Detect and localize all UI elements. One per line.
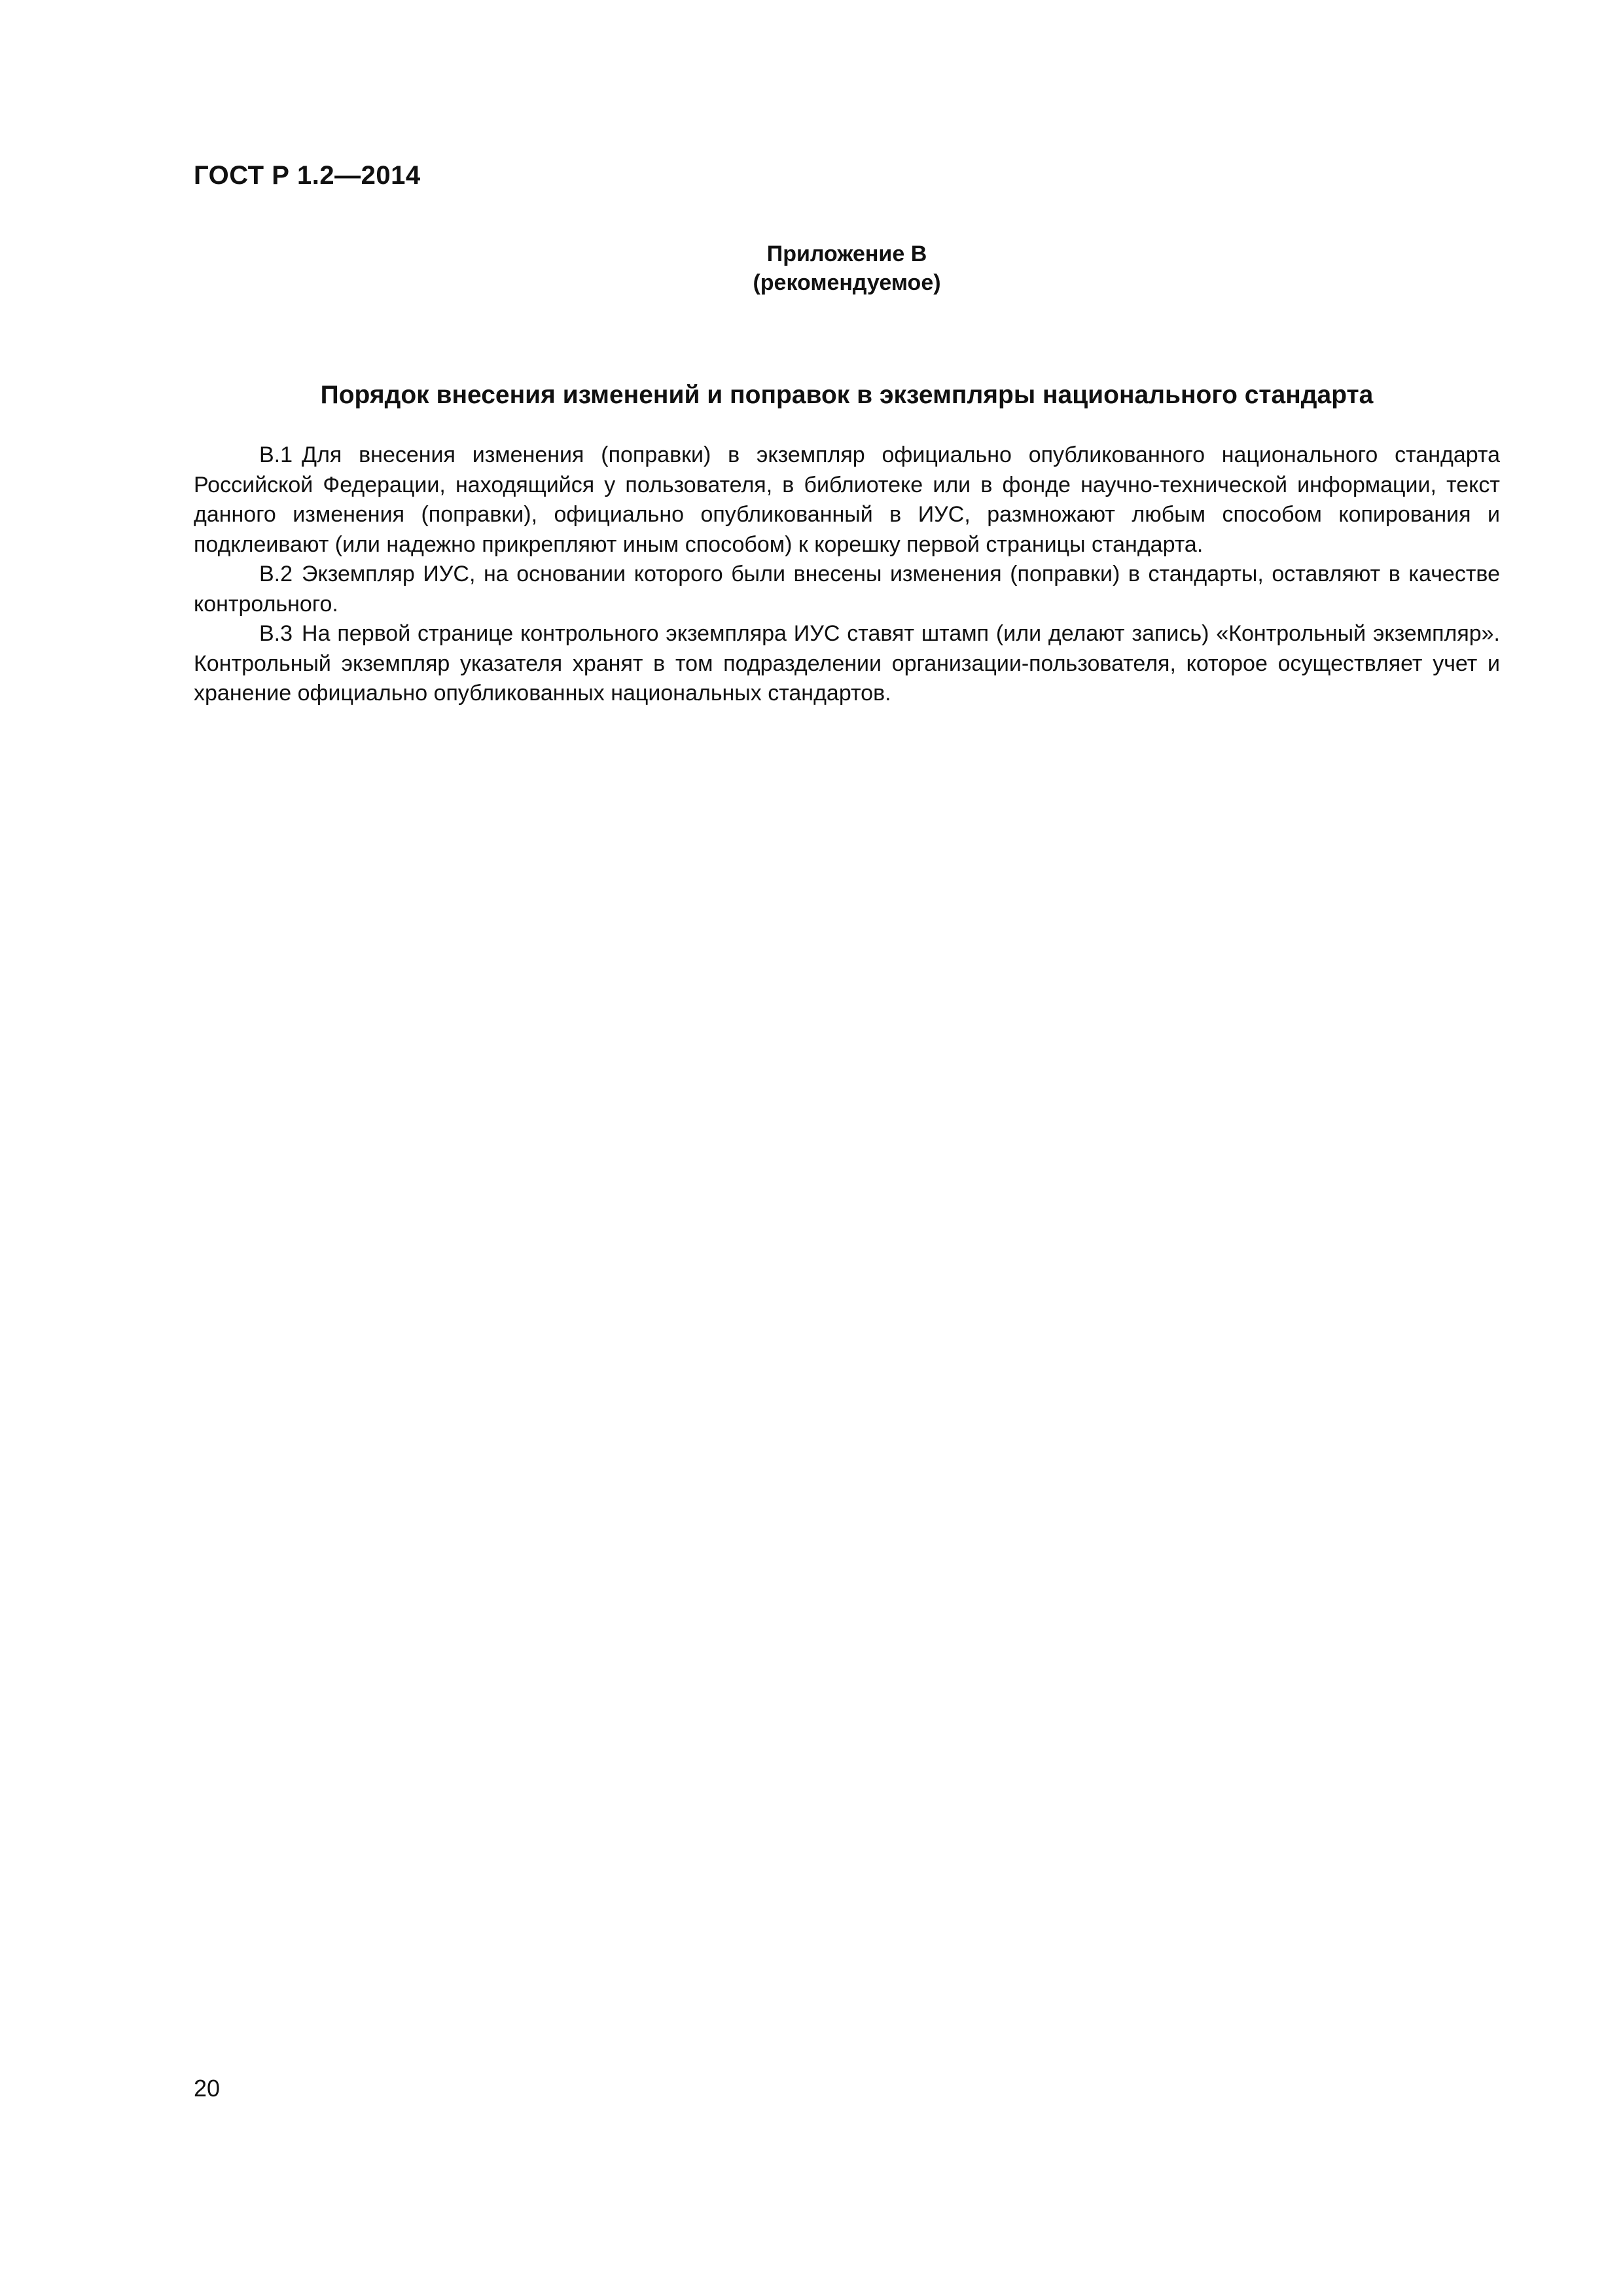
section-title: Порядок внесения изменений и поправок в экземпляры национального стандарта (320, 381, 1374, 409)
paragraph-number: В.3 (259, 621, 293, 646)
document-code: ГОСТ Р 1.2—2014 (194, 161, 421, 190)
appendix-status: (рекомендуемое) (753, 270, 941, 295)
paragraph-b3 (194, 619, 1500, 709)
paragraph-number: В.1 (259, 442, 293, 467)
paragraph-b2 (194, 560, 1500, 619)
paragraph-text: Экземпляр ИУС, на основании которого были внесены изменения (поправки) в стандарты, оставляют в качестве контрольного. (194, 562, 1500, 617)
paragraph-b1 (194, 440, 1500, 560)
page-number: 20 (194, 2075, 221, 2102)
body-text (194, 440, 1500, 709)
paragraph-number: В.2 (259, 562, 293, 586)
paragraph-text: На первой странице контрольного экземпляра ИУС ставят штамп (или делают запись) «Контрольный экземпляр». Контрольный экземпляр указателя хранят в том подразделении организации-пользователя, которое осуществляет учет и хранение официально опубликованных национальных стандартов. (194, 621, 1500, 706)
paragraph-text: Для внесения изменения (поправки) в экземпляр официально опубликованного национального стандарта Российской Федерации, находящийся у пользователя, в библиотеке или в фонде научно-технической информации, текст данного изменения (поправки), официально опубликованный в ИУС, размножают любым способом копирования и подклеивают (или надежно прикрепляют иным способом) к корешку первой страницы стандарта. (194, 442, 1500, 557)
appendix-title: Приложение В (766, 242, 927, 266)
